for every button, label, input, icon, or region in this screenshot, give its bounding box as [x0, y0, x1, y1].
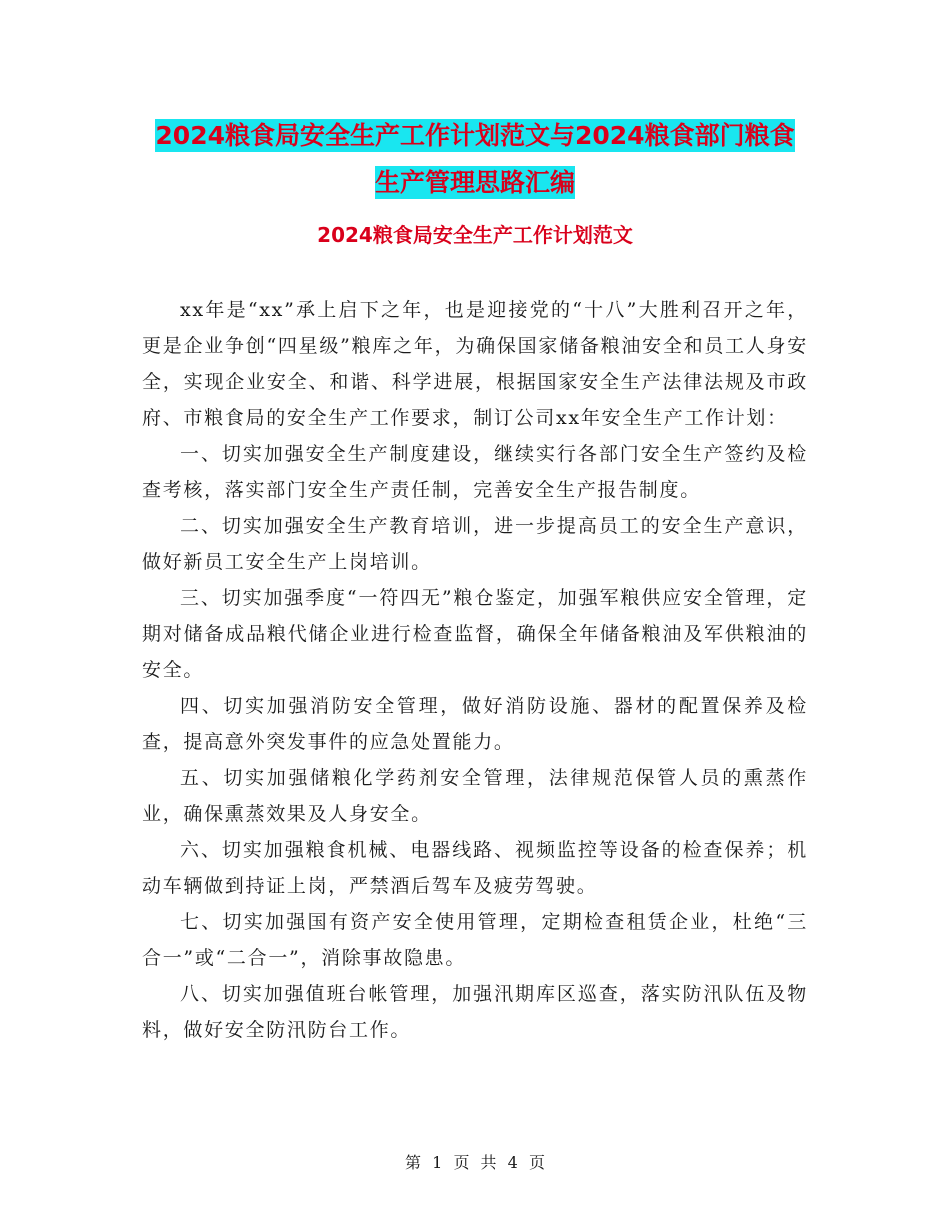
highlighted-title-text: 2024粮食局安全生产工作计划范文与2024粮食部门粮食生产管理思路汇编 — [155, 121, 795, 197]
paragraph-item-6: 六、切实加强粮食机械、电器线路、视频监控等设备的检查保养；机动车辆做到持证上岗，严禁酒后驾车及疲劳驾驶。 — [142, 839, 808, 897]
paragraph-item-5: 五、切实加强储粮化学药剂安全管理，法律规范保管人员的熏蒸作业，确保熏蒸效果及人身安全。 — [142, 767, 808, 825]
footer-page-prefix: 第 — [405, 1153, 422, 1172]
paragraph-item-7: 七、切实加强国有资产安全使用管理，定期检查租赁企业，杜绝“三合一”或“二合一”，消除事故隐患。 — [142, 911, 808, 969]
paragraph-item-2: 二、切实加强安全生产教育培训，进一步提高员工的安全生产意识，做好新员工安全生产上岗培训。 — [142, 515, 808, 573]
footer-page-word: 页 — [453, 1153, 470, 1172]
paragraph-item-8: 八、切实加强值班台帐管理，加强汛期库区巡查，落实防汛队伍及物料，做好安全防汛防台工作。 — [142, 983, 808, 1041]
document-main-title — [150, 112, 800, 206]
footer-total-pages: 4 — [507, 1153, 518, 1172]
footer-current-page: 1 — [432, 1153, 443, 1172]
footer-total-prefix: 共 — [480, 1153, 497, 1172]
footer-total-suffix: 页 — [528, 1153, 545, 1172]
paragraph-item-3: 三、切实加强季度“一符四无”粮仓鉴定，加强军粮供应安全管理，定期对储备成品粮代储企业进行检查监督，确保全年储备粮油及军供粮油的安全。 — [142, 587, 808, 681]
paragraph-item-4: 四、切实加强消防安全管理，做好消防设施、器材的配置保养及检查，提高意外突发事件的应急处置能力。 — [142, 695, 808, 753]
page-footer — [0, 1152, 950, 1174]
paragraph-intro: xx年是“xx”承上启下之年，也是迎接党的“十八”大胜利召开之年，更是企业争创“四星级”粮库之年，为确保国家储备粮油安全和员工人身安全，实现企业安全、和谐、科学进展，根据国家安全生产法律法规及市政府、市粮食局的安全生产工作要求，制订公司xx年安全生产工作计划： — [142, 299, 808, 429]
section-title: 2024粮食局安全生产工作计划范文 — [317, 223, 633, 247]
paragraph-item-1: 一、切实加强安全生产制度建设，继续实行各部门安全生产签约及检查考核，落实部门安全生产责任制，完善安全生产报告制度。 — [142, 443, 808, 501]
document-body — [142, 292, 808, 1048]
